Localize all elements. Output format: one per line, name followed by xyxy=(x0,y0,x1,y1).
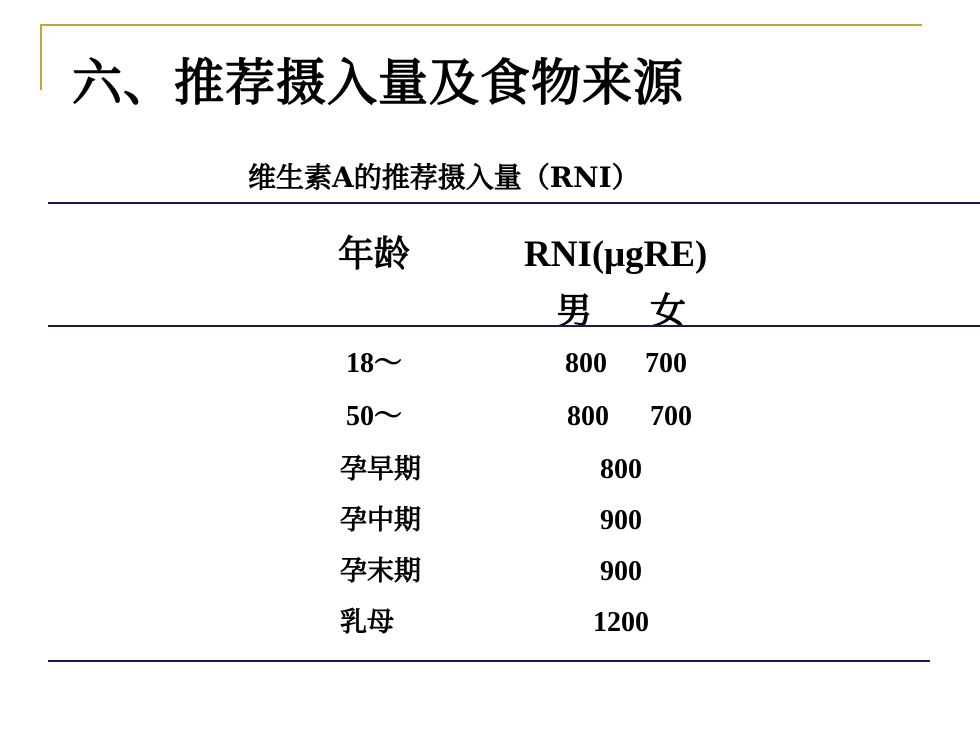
value-cell: 800 xyxy=(600,454,642,485)
table-row xyxy=(0,552,980,592)
header-female: 女 xyxy=(650,291,687,332)
slide-title: 六、推荐摄入量及食物来源 xyxy=(72,54,684,112)
age-cell: 50～ xyxy=(346,401,403,432)
table-row xyxy=(0,450,980,490)
table-row xyxy=(0,603,980,643)
table-caption: 维生素A的推荐摄入量（RNI） xyxy=(248,161,640,194)
frame-top-border xyxy=(40,24,922,26)
age-cell: 18～ xyxy=(346,348,403,379)
table-row xyxy=(0,397,980,437)
table-row xyxy=(0,501,980,541)
table-header-rule xyxy=(48,325,980,327)
value-cell: 1200 xyxy=(593,607,649,638)
age-cell: 孕中期 xyxy=(340,505,421,536)
age-cell: 孕早期 xyxy=(340,454,421,485)
table-row xyxy=(0,344,980,384)
header-age: 年龄 xyxy=(338,234,411,275)
female-value-cell: 700 xyxy=(650,401,692,432)
female-value-cell: 700 xyxy=(645,348,687,379)
age-cell: 孕末期 xyxy=(340,556,421,587)
age-cell: 乳母 xyxy=(340,607,394,638)
header-rni: RNI(μgRE) xyxy=(524,234,708,275)
male-value-cell: 800 xyxy=(565,348,607,379)
table-top-rule xyxy=(48,202,980,204)
value-cell: 900 xyxy=(600,556,642,587)
header-male: 男 xyxy=(556,291,593,332)
value-cell: 900 xyxy=(600,505,642,536)
table-bottom-rule xyxy=(48,660,930,662)
frame-left-border xyxy=(40,24,42,90)
male-value-cell: 800 xyxy=(567,401,609,432)
